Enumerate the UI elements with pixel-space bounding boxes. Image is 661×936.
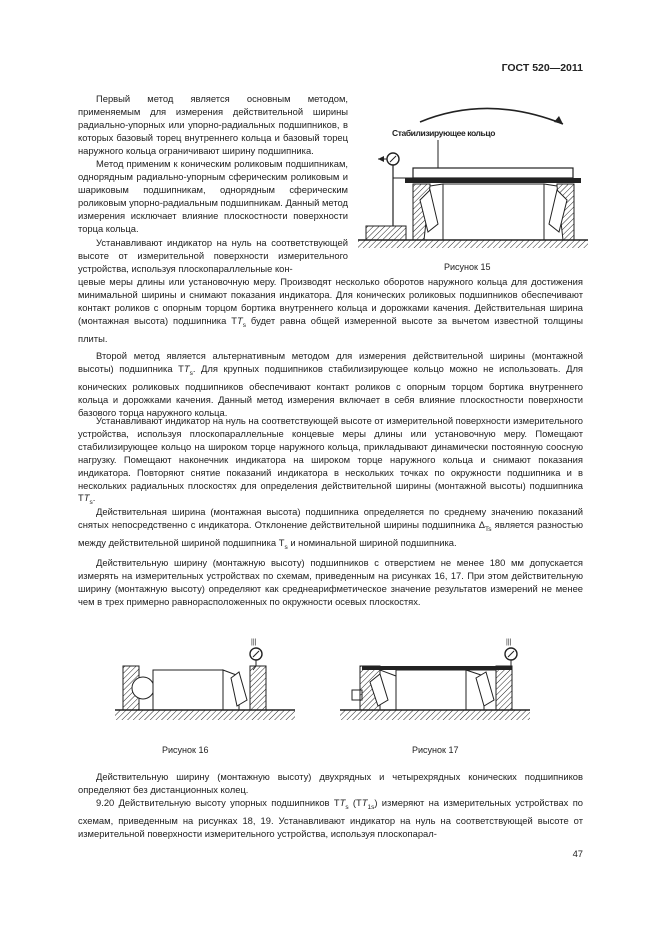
svg-text:|||: ||| <box>506 639 512 646</box>
figure-15-caption: Рисунок 15 <box>444 262 491 272</box>
symbol-t: T <box>183 362 190 374</box>
subscript-s: s <box>284 543 288 551</box>
paragraph-9-20 <box>78 797 583 841</box>
paragraph-large-bore: Действительную ширину (монтажную высоту) подшипников с отверстием не менее 180 мм допускается измерять на измерительных устройствах по схемам, приведенным на рисунках 16, 17. При этом действительную ширину (монтажную высоту) определяют как среднеарифметическое значение результатов измерений не менее чем в трех примерно равнорасположенных по окружности осевых плоскостях. <box>78 557 583 607</box>
subscript-ts: Ts <box>484 525 492 533</box>
text-run: является разностью между действительной шириной подшипника T <box>78 518 583 548</box>
subscript-s: s <box>345 803 349 811</box>
text-run: Устанавливают индикатор на нуль на соответствующей высоте от измерительной поверхности измерительного устройства, используя плоскопараллельные концевые меры длины или установочную меру. Помещают стабилизирующее кольцо на широком торце наружного кольца, прикладывают динамически постоянную соосную нагрузку. Помещают наконечник индикатора на широком торце наружного кольца и снимают показания индикатора. Повторяют снятие показаний индикатора в нескольких точках по окружности подшипника и в нескольких радиальных плоскостях для определения действительной ширины (монтажной высоты) подшипника T <box>78 415 583 504</box>
subscript-s: s <box>242 321 246 329</box>
page-number: 47 <box>572 848 583 859</box>
symbol-t: T <box>361 797 368 808</box>
text-run: 9.20 Действительную высоту упорных подшипников T <box>96 797 340 808</box>
paragraph-method-two <box>78 350 583 419</box>
text-run: Действительная ширина (монтажная высота) подшипника определяется по среднему значению показаний снятых непосредственно с индикатора. Отклонение действительной ширины подшипника Δ <box>78 506 583 530</box>
svg-text:|||: ||| <box>251 639 257 646</box>
paragraph-double-row: Действительную ширину (монтажную высоту) двухрядных и четырехрядных конических подшипников определяют без дистанционных колец. <box>78 771 583 795</box>
subscript-1s: 1s <box>367 803 375 811</box>
symbol-t: T <box>237 314 243 326</box>
text-run: и номинальной шириной подшипника. <box>287 536 457 548</box>
text-run: будет равна общей измеренной высоте за вычетом известной толщины плиты. <box>78 314 583 344</box>
figure-16-diagram <box>115 636 295 736</box>
text-run: . Для крупных подшипников стабилизирующее кольцо можно не использовать. Для конических роликовых подшипников обеспечивают контакт роликов с опорным торцом бортика внутреннего кольца и дорожками качения. Данный метод измерения включает в себя влияние плоскостности поверхности базового торца наружного кольца. <box>78 362 583 418</box>
paragraph-zeroing-continued <box>78 276 583 345</box>
figure-15-diagram <box>358 100 588 260</box>
subscript-s: s <box>89 499 93 507</box>
figure-15-label: Стабилизирующее кольцо <box>392 128 495 138</box>
paragraph-method-one: Первый метод является основным методом, применяемым для измерения действительной ширины радиально-упорных или упорно-радиальных подшипников, в которых базовый торец внутреннего кольца и базовый торец наружного кольца ограничивают ширину подшипника. <box>78 93 348 156</box>
figure-16-caption: Рисунок 16 <box>162 745 209 755</box>
standard-header: ГОСТ 520—2011 <box>501 62 583 74</box>
paragraph-method-scope: Метод применим к коническим роликовым подшипникам, однорядным радиально-упорным сферическим роликовым и шариковым подшипникам, однорядным сферическим роликовым упорно-радиальным подшипникам. Данный метод измерения исключает влияние плоскостности поверхности торца кольца. <box>78 158 348 234</box>
figure-17-caption: Рисунок 17 <box>412 745 459 755</box>
text-run: . <box>92 492 96 504</box>
text-run: цевые меры длины или установочную меру. Производят несколько оборотов наружного кольца для достижения минимальной ширины и снимают показания индикатора. Для конических роликовых подшипников обеспечивают контакт роликов с опорным торцом бортика внутреннего кольца и дорожками качения. Действительная ширина (монтажная высота) подшипника T <box>78 276 583 326</box>
paragraph-deviation <box>78 506 583 554</box>
symbol-t: T <box>83 492 90 504</box>
text-run: (T <box>348 797 362 808</box>
symbol-t: T <box>339 797 346 808</box>
text-run: ) измеряют на измерительных устройствах по схемам, приведенным на рисунках 18, 19. Устанавливают индикатор на нуль на соответствующей высоте от измерительной поверхности измерительного устройства, используя плоскопарал- <box>78 797 583 839</box>
subscript-s: s <box>189 369 193 377</box>
paragraph-stabilizing-ring <box>78 415 583 510</box>
figure-17-diagram <box>340 636 530 736</box>
paragraph-zeroing-start: Устанавливают индикатор на нуль на соответствующей высоте от измерительной поверхности измерительного устройства, используя плоскопараллельные кон- <box>78 237 348 274</box>
text-run: Второй метод является альтернативным методом для измерения действительной ширины (монтажной высоты) подшипника T <box>78 350 583 374</box>
